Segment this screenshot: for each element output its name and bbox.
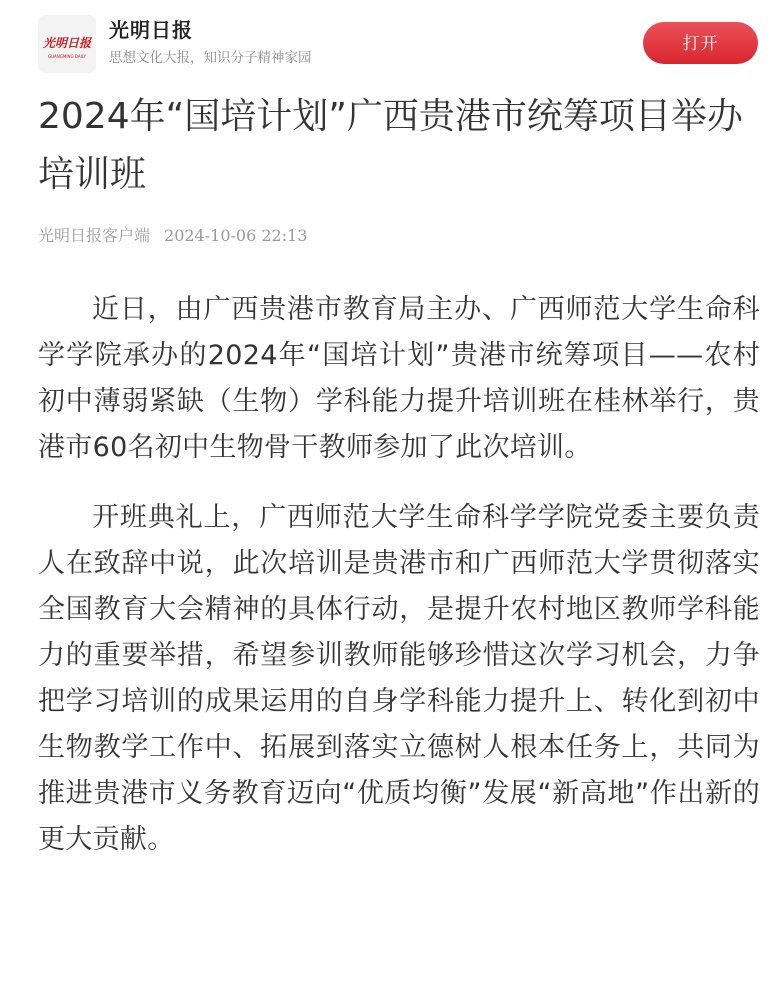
guangming-daily-logo xyxy=(38,15,96,73)
app-name: 光明日报 xyxy=(109,18,193,42)
logo-subtext: GUANGMING DAILY xyxy=(48,54,86,59)
logo-text: 光明日报 xyxy=(42,36,92,50)
article-title: 2024年“国培计划”广西贵港市统筹项目举办培训班 xyxy=(38,96,743,195)
article-paragraph: 开班典礼上，广西师范大学生命科学学院党委主要负责人在致辞中说，此次培训是贵港市和广西师范大学贯彻落实全国教育大会精神的具体行动，是提升农村地区教师学科能力的重要举措，希望参训教师能够珍惜这次学习机会，力争把学习培训的成果运用的自身学科能力提升上、转化到初中生物教学工作中、拓展到落实立德树人根本任务上，共同为推进贵港市义务教育迈向“优质均衡”发展“新高地”作出新的更大贡献。 xyxy=(38,502,760,855)
app-download-bar xyxy=(0,0,783,86)
logo-mark xyxy=(38,15,96,73)
article-paragraph: 近日，由广西贵港市教育局主办、广西师范大学生命科学学院承办的2024年“国培计划”贵港市统筹项目——农村初中薄弱紧缺（生物）学科能力提升培训班在桂林举行，贵港市60名初中生物骨干教师参加了此次培训。 xyxy=(38,294,760,463)
article-byline xyxy=(38,224,307,248)
app-slogan: 思想文化大报，知识分子精神家园 xyxy=(109,50,312,66)
article-date: 2024-10-06 22:13 xyxy=(164,226,308,245)
open-app-button[interactable]: 打开 xyxy=(643,22,758,64)
article-body xyxy=(38,287,760,887)
article-source: 光明日报客户端 xyxy=(38,226,151,245)
